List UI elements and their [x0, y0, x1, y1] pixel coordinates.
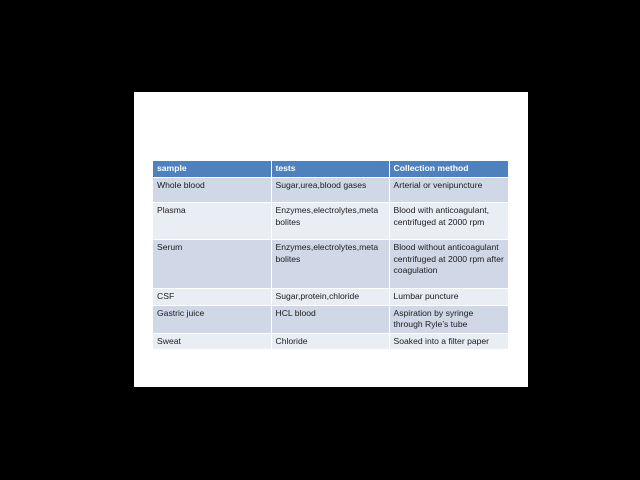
table-row — [153, 333, 508, 349]
cell-collection-method: Lumbar puncture — [389, 289, 508, 306]
cell-sample: Whole blood — [153, 178, 271, 203]
header-collection-method: Collection method — [389, 161, 508, 178]
table-row — [153, 178, 508, 203]
cell-sample: CSF — [153, 289, 271, 306]
cell-tests: Sugar,protein,chloride — [271, 289, 389, 306]
sample-tests-table — [153, 161, 508, 349]
table-row — [153, 240, 508, 289]
cell-collection-method: Blood without anticoagulant centrifuged at 2000 rpm after coagulation — [389, 240, 508, 289]
table-header-row — [153, 161, 508, 178]
table-row — [153, 289, 508, 306]
cell-collection-method: Aspiration by syringe through Ryle’s tube — [389, 305, 508, 333]
cell-sample: Serum — [153, 240, 271, 289]
table-row — [153, 305, 508, 333]
cell-tests: Chloride — [271, 333, 389, 349]
cell-collection-method: Soaked into a filter paper — [389, 333, 508, 349]
table-row — [153, 203, 508, 240]
cell-tests: Enzymes,electrolytes,meta bolites — [271, 240, 389, 289]
cell-sample: Gastric juice — [153, 305, 271, 333]
cell-collection-method: Arterial or venipuncture — [389, 178, 508, 203]
header-sample: sample — [153, 161, 271, 178]
cell-sample: Plasma — [153, 203, 271, 240]
cell-tests: HCL blood — [271, 305, 389, 333]
cell-sample: Sweat — [153, 333, 271, 349]
cell-tests: Enzymes,electrolytes,meta bolites — [271, 203, 389, 240]
cell-tests: Sugar,urea,blood gases — [271, 178, 389, 203]
cell-collection-method: Blood with anticoagulant, centrifuged at 2000 rpm — [389, 203, 508, 240]
header-tests: tests — [271, 161, 389, 178]
slide — [134, 92, 528, 387]
